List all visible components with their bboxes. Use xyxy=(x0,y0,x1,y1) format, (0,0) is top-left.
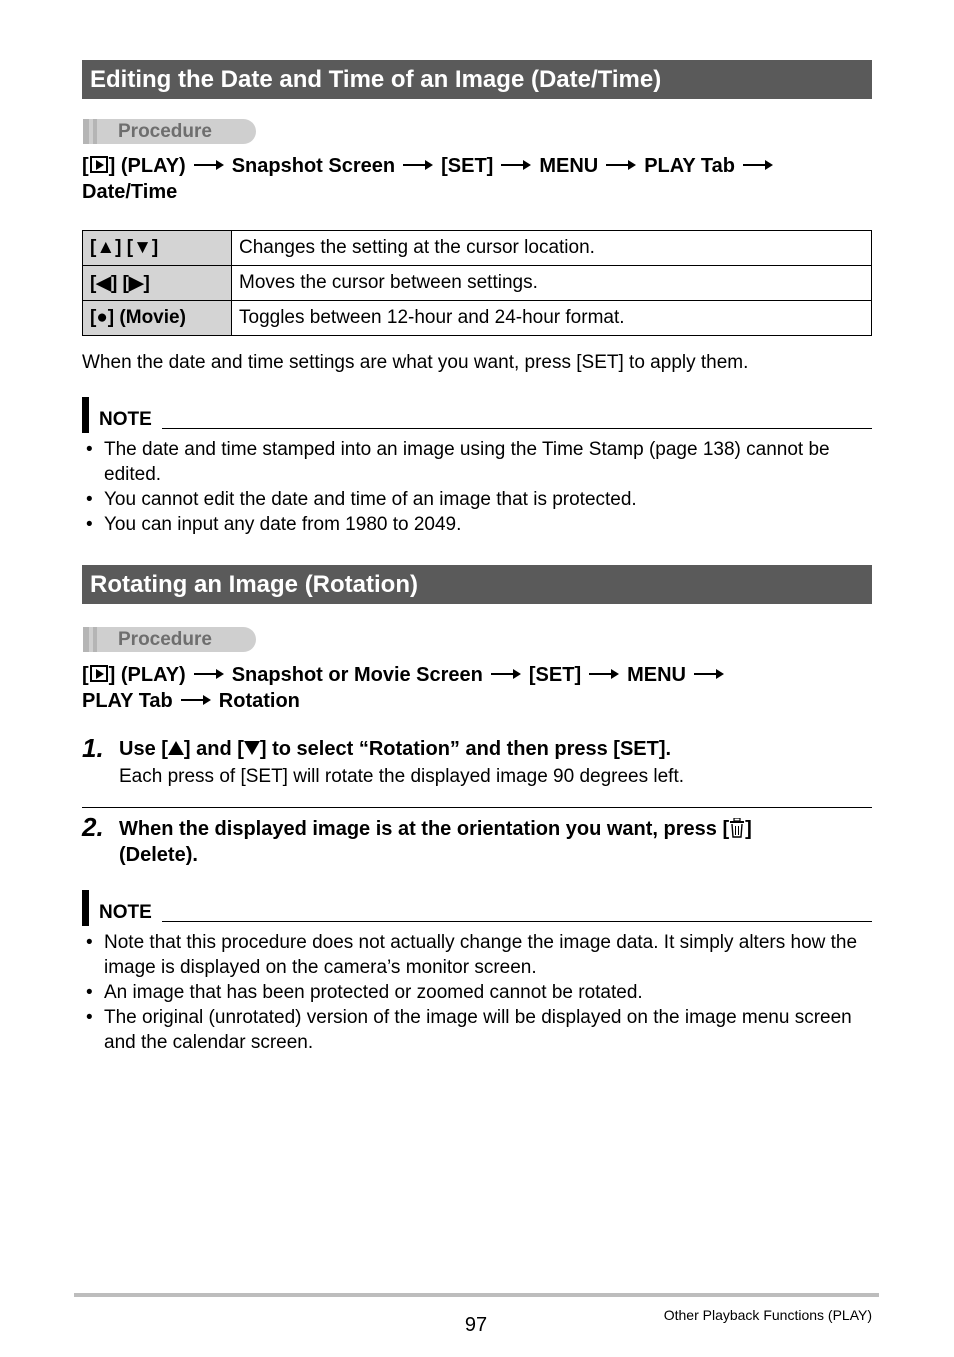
procedure-path: [ ] (PLAY) Snapshot or Movie Screen [SET] MENU PLAY Tab Rotation xyxy=(82,662,872,714)
play-icon xyxy=(90,156,108,173)
apply-instruction: When the date and time settings are what you want, press [SET] to apply them. xyxy=(82,352,749,373)
table-row xyxy=(83,266,872,301)
key-cell: [◀] [▶] xyxy=(83,266,232,301)
procedure-badge xyxy=(83,119,256,144)
section-title-rotation: Rotating an Image (Rotation) xyxy=(82,565,872,604)
list-item: • Note that this procedure does not actually change the image data. It simply alters how the image is displayed on the camera’s monitor screen. xyxy=(82,930,872,980)
section-title-date-time: Editing the Date and Time of an Image (Date/Time) xyxy=(82,60,872,99)
procedure-badge xyxy=(83,627,256,652)
arrow-icon xyxy=(491,669,521,679)
step-number: 2. xyxy=(82,812,104,842)
up-arrow-icon xyxy=(168,741,184,755)
key-cell: [▲] [▼] xyxy=(83,231,232,266)
list-item: • The original (unrotated) version of the image will be displayed on the image menu screen and the calendar screen. xyxy=(82,1005,872,1055)
note-label: NOTE xyxy=(99,409,152,430)
table-row xyxy=(83,301,872,336)
arrow-icon xyxy=(181,695,211,705)
procedure-label: Procedure xyxy=(118,121,212,142)
arrow-icon xyxy=(743,160,773,170)
play-icon xyxy=(90,665,108,682)
step-title: Use [ ] and [ ] to select “Rotation” and then press [SET]. xyxy=(119,738,672,760)
list-item: • You cannot edit the date and time of an image that is protected. xyxy=(82,487,872,512)
page-number: 97 xyxy=(464,1314,488,1336)
note-list xyxy=(82,930,872,1055)
note-label: NOTE xyxy=(99,902,152,923)
note-list xyxy=(82,437,872,537)
arrow-icon xyxy=(194,669,224,679)
note-heading xyxy=(82,890,872,926)
description-cell: Moves the cursor between settings. xyxy=(232,266,872,301)
list-item: • An image that has been protected or zoomed cannot be rotated. xyxy=(82,980,872,1005)
step-description: Each press of [SET] will rotate the displayed image 90 degrees left. xyxy=(119,766,685,787)
trash-icon xyxy=(729,818,745,838)
chapter-title: Other Playback Functions (PLAY) xyxy=(663,1307,872,1323)
procedure-label: Procedure xyxy=(118,629,212,650)
key-cell: [●] (Movie) xyxy=(83,301,232,336)
list-item: • The date and time stamped into an image using the Time Stamp (page 138) cannot be edited. xyxy=(82,437,872,487)
down-arrow-icon xyxy=(244,741,260,755)
arrow-icon xyxy=(194,160,224,170)
procedure-path: [ ] (PLAY) Snapshot Screen [SET] MENU PLAY Tab Date/Time xyxy=(82,153,872,205)
step-divider xyxy=(82,807,872,808)
arrow-icon xyxy=(403,160,433,170)
footer-rule xyxy=(74,1293,879,1297)
table-row xyxy=(83,231,872,266)
list-item: • You can input any date from 1980 to 2049. xyxy=(82,512,872,537)
arrow-icon xyxy=(501,160,531,170)
description-cell: Changes the setting at the cursor location. xyxy=(232,231,872,266)
description-cell: Toggles between 12-hour and 24-hour format. xyxy=(232,301,872,336)
key-function-table xyxy=(82,230,872,336)
step-title: When the displayed image is at the orientation you want, press [ ] (Delete). xyxy=(119,818,752,866)
note-heading xyxy=(82,397,872,433)
arrow-icon xyxy=(694,669,724,679)
arrow-icon xyxy=(589,669,619,679)
arrow-icon xyxy=(606,160,636,170)
step-number: 1. xyxy=(82,733,104,763)
